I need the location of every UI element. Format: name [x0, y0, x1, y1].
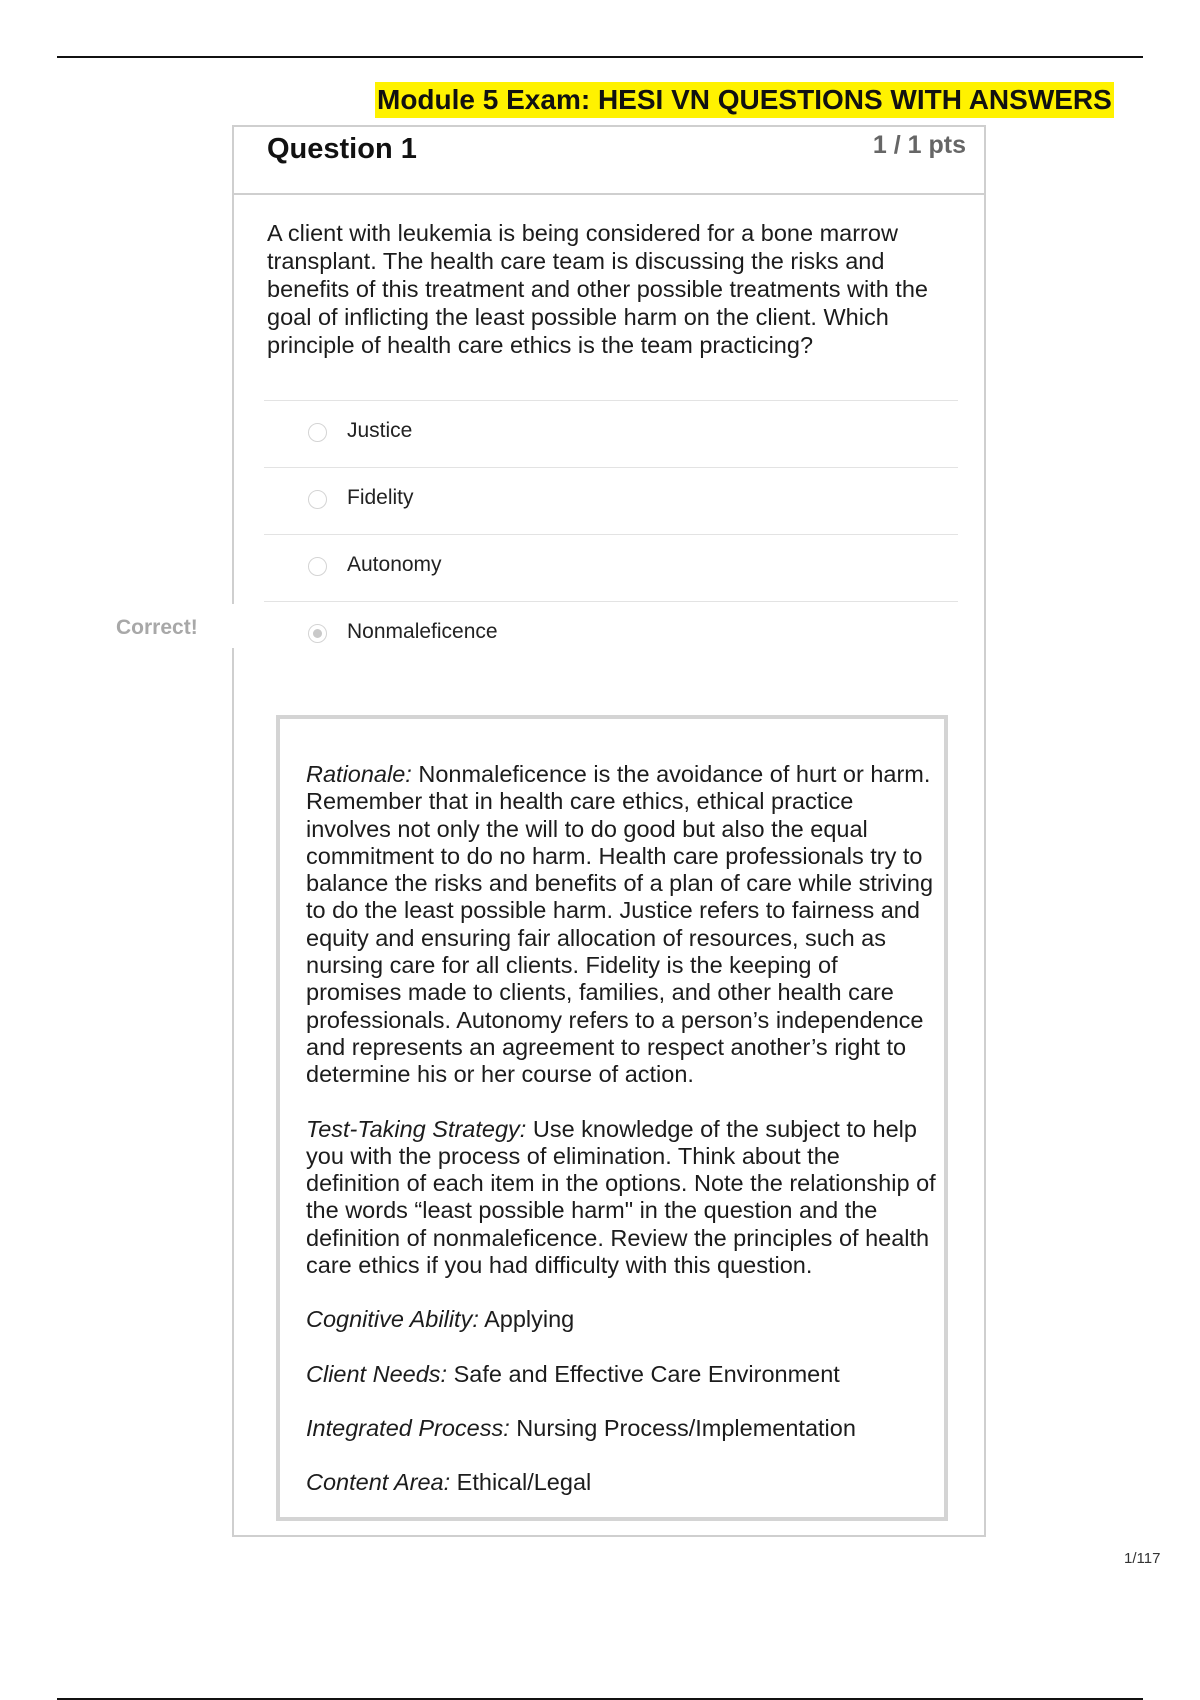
- client-needs-paragraph: [306, 1361, 936, 1388]
- radio-button[interactable]: [308, 423, 327, 442]
- process-label: Integrated Process:: [306, 1414, 510, 1441]
- answer-label: Fidelity: [347, 486, 414, 509]
- content-area-text: Ethical/Legal: [450, 1469, 592, 1496]
- client-needs-label: Client Needs:: [306, 1360, 448, 1387]
- cognitive-paragraph: [306, 1306, 936, 1333]
- question-card: [232, 125, 986, 1537]
- strategy-text: Use knowledge of the subject to help you with the process of elimination. Think about the definition of each item in the options. Note the relationship of the words “least possible harm" in the question and the definition of nonmaleficence. Review the principles of health care ethics if you had difficulty with this question.: [306, 1115, 936, 1279]
- card-border-gap: [226, 604, 240, 648]
- answer-option-fidelity[interactable]: [264, 467, 958, 534]
- strategy-label: Test-Taking Strategy:: [306, 1115, 527, 1142]
- rationale-text: Nonmaleficence is the avoidance of hurt or harm. Remember that in health care ethics, ethical practice involves not only the will to do good but also the equal commitment to do no harm. Health care professionals try to balance the risks and benefits of a plan of care while striving to do the least possible harm. Justice refers to fairness and equity and ensuring fair allocation of resources, such as nursing care for all clients. Fidelity is the keeping of promises made to clients, families, and other health care professionals. Autonomy refers to a person’s independence and represents an agreement to respect another’s right to determine his or her course of action.: [306, 761, 934, 1088]
- answer-option-justice[interactable]: [264, 400, 958, 467]
- rationale-box: [276, 715, 948, 1521]
- radio-button[interactable]: [308, 557, 327, 576]
- question-text: A client with leukemia is being considered for a bone marrow transplant. The health care team is discussing the risks and benefits of this treatment and other possible treatments with the goal of inflicting the least possible harm on the client. Which principle of health care ethics is the team practicing?: [267, 220, 928, 358]
- radio-button-selected[interactable]: [308, 624, 327, 643]
- process-paragraph: [306, 1415, 936, 1442]
- content-area-paragraph: [306, 1469, 936, 1496]
- client-needs-text: Safe and Effective Care Environment: [447, 1360, 840, 1387]
- question-header: [234, 127, 984, 195]
- answer-label: Autonomy: [347, 553, 442, 576]
- correct-indicator: Correct!: [116, 616, 198, 639]
- document-title: Module 5 Exam: HESI VN QUESTIONS WITH ANSWERS: [375, 82, 1114, 118]
- answer-option-nonmaleficence[interactable]: [264, 601, 958, 668]
- question-title: Question 1: [267, 133, 417, 165]
- rationale-paragraph: [306, 761, 936, 1089]
- cognitive-text: Applying: [478, 1306, 575, 1333]
- answer-list: [264, 400, 958, 668]
- top-rule: [57, 56, 1143, 58]
- answer-option-autonomy[interactable]: [264, 534, 958, 601]
- answer-label: Nonmaleficence: [347, 620, 498, 643]
- question-points: 1 / 1 pts: [872, 131, 966, 159]
- rationale-content: [306, 761, 936, 1521]
- strategy-paragraph: [306, 1116, 936, 1280]
- rationale-label: Rationale:: [306, 761, 412, 787]
- radio-button[interactable]: [308, 490, 327, 509]
- page-number: 1/117: [1124, 1550, 1161, 1567]
- answer-label: Justice: [347, 419, 413, 442]
- cognitive-label: Cognitive Ability:: [306, 1306, 479, 1333]
- process-text: Nursing Process/Implementation: [509, 1414, 856, 1441]
- content-area-label: Content Area:: [306, 1469, 451, 1496]
